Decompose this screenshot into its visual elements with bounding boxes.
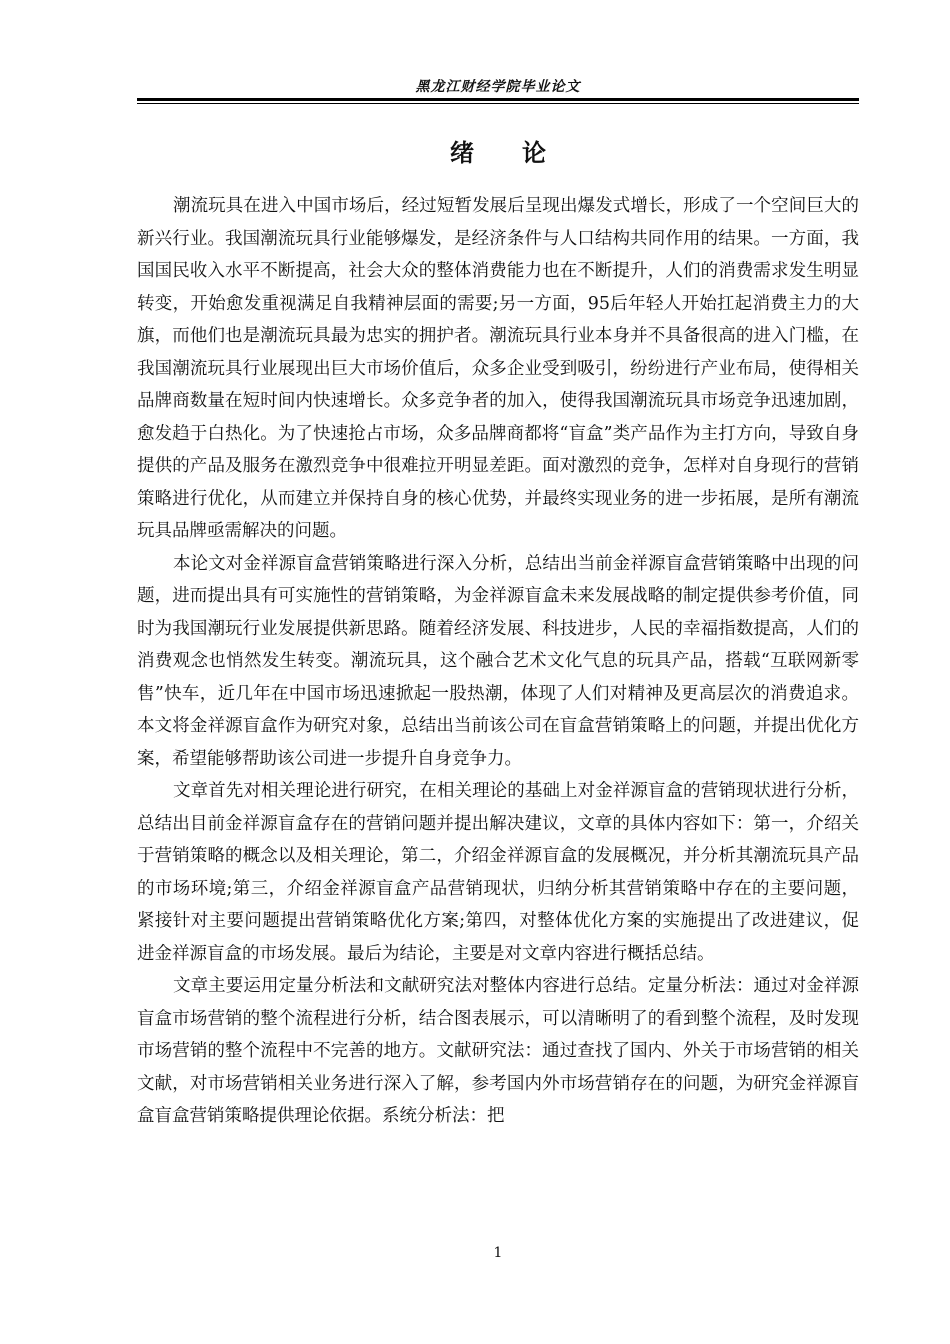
chapter-title: 绪论	[450, 139, 594, 167]
running-header: 黑龙江财经学院毕业论文	[415, 79, 581, 95]
page-number: 1	[493, 1245, 503, 1261]
paragraph-1: 潮流玩具在进入中国市场后，经过短暂发展后呈现出爆发式增长，形成了一个空间巨大的新兴行业。我国潮流玩具行业能够爆发，是经济条件与人口结构共同作用的结果。一方面，我国国民收入水平不断提高，社会大众的整体消费能力也在不断提升，人们的消费需求发生明显转变，开始愈发重视满足自我精神层面的需要;另一方面，95后年轻人开始扛起消费主力的大旗，而他们也是潮流玩具最为忠实的拥护者。潮流玩具行业本身并不具备很高的进入门槛，在我国潮流玩具行业展现出巨大市场价值后，众多企业受到吸引，纷纷进行产业布局，使得相关品牌商数量在短时间内快速增长。众多竞争者的加入，使得我国潮流玩具市场竞争迅速加剧，愈发趋于白热化。为了快速抢占市场，众多品牌商都将“盲盒”类产品作为主打方向，导致自身提供的产品及服务在激烈竞争中很难拉开明显差距。面对激烈的竞争，怎样对自身现行的营销策略进行优化，从而建立并保持自身的核心优势，并最终实现业务的进一步拓展，是所有潮流玩具品牌亟需解决的问题。	[137, 196, 859, 541]
paragraph-4: 文章主要运用定量分析法和文献研究法对整体内容进行总结。定量分析法：通过对金祥源盲盒市场营销的整个流程进行分析，结合图表展示，可以清晰明了的看到整个流程，及时发现市场营销的整个流程中不完善的地方。文献研究法：通过查找了国内、外关于市场营销的相关文献，对市场营销相关业务进行深入了解，参考国内外市场营销存在的问题，为研究金祥源盲盒盲盒营销策略提供理论依据。系统分析法：把	[137, 976, 859, 1126]
header-rule-thick	[137, 98, 859, 101]
body-text	[137, 190, 859, 1133]
paragraph-2: 本论文对金祥源盲盒营销策略进行深入分析，总结出当前金祥源盲盒营销策略中出现的问题，进而提出具有可实施性的营销策略，为金祥源盲盒未来发展战略的制定提供参考价值，同时为我国潮玩行业发展提供新思路。随着经济发展、科技进步，人民的幸福指数提高，人们的消费观念也悄然发生转变。潮流玩具，这个融合艺术文化气息的玩具产品，搭载“互联网新零售”快车，近几年在中国市场迅速掀起一股热潮，体现了人们对精神及更高层次的消费追求。本文将金祥源盲盒作为研究对象，总结出当前该公司在盲盒营销策略上的问题，并提出优化方案，希望能够帮助该公司进一步提升自身竞争力。	[137, 553, 859, 769]
paragraph-3: 文章首先对相关理论进行研究，在相关理论的基础上对金祥源盲盒的营销现状进行分析，总结出目前金祥源盲盒存在的营销问题并提出解决建议，文章的具体内容如下：第一，介绍关于营销策略的概念以及相关理论，第二，介绍金祥源盲盒的发展概况，并分析其潮流玩具产品的市场环境;第三，介绍金祥源盲盒产品营销现状，归纳分析其营销策略中存在的主要问题，紧接针对主要问题提出营销策略优化方案;第四，对整体优化方案的实施提出了改进建议，促进金祥源盲盒的市场发展。最后为结论，主要是对文章内容进行概括总结。	[137, 781, 859, 964]
header-rule-thin	[137, 103, 859, 104]
